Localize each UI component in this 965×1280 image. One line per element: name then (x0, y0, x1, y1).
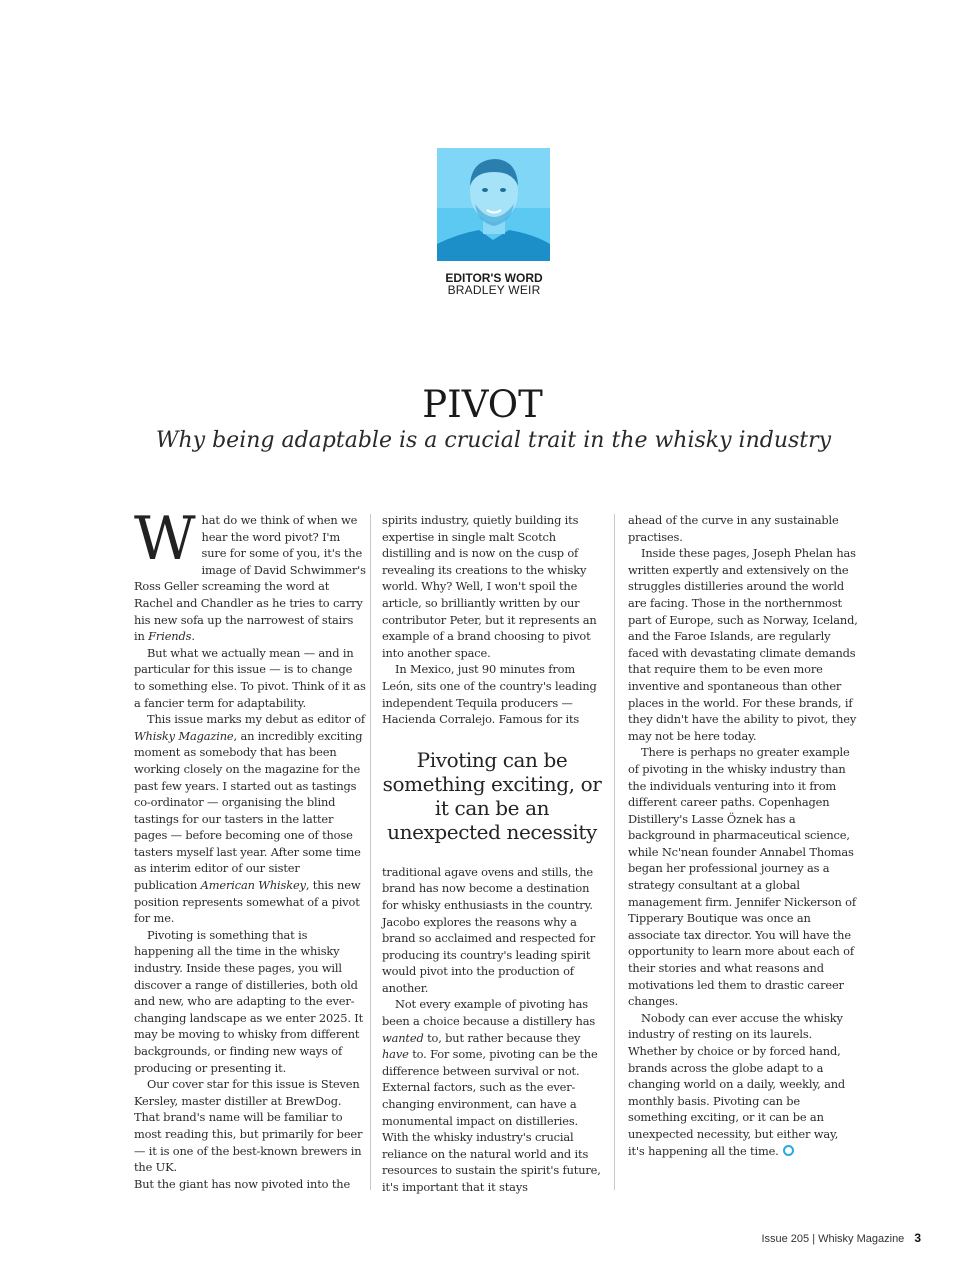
paragraph: But what we actually mean — and in particular for this issue — is to change to something else. To pivot. Think of it as a fancier term for adaptability. (134, 645, 366, 710)
editor-portrait (437, 148, 550, 261)
editor-byline (394, 272, 594, 296)
paragraph: traditional agave ovens and stills, the brand has now become a destination for whisky enthusiasts in the country. Jacobo explores the reasons why a brand so acclaimed and respected for producing its country's leading spirit would pivot into the production of another. (382, 864, 596, 995)
paragraph: Our cover star for this issue is Steven Kersley, master distiller at BrewDog. That brand's name will be familiar to most reading this, but primarily for beer — it is one of the best-known brewers in the UK. (134, 1077, 363, 1175)
column-divider (370, 514, 371, 1190)
footer-issue: Issue 205 | Whisky Magazine (761, 1233, 905, 1245)
paragraph: In Mexico, just 90 minutes from León, sits one of the country's leading independent Tequila producers — Hacienda Corralejo. Famous for its (382, 662, 597, 727)
paragraph: ahead of the curve in any sustainable practises. (628, 513, 839, 544)
page-footer (761, 1231, 921, 1245)
column-divider (614, 514, 615, 1190)
article-column-3 (628, 512, 858, 1159)
paragraph: But the giant has now pivoted into the (134, 1176, 351, 1191)
paragraph: Nobody can ever accuse the whisky industry of resting on its laurels. Whether by choice or by forced hand, brands across the globe adapt to a changing world on a daily, weekly, and monthly basis. Pivoting can be something exciting, or it can be an unexpected necessity, but either way, it's happening all the time. (628, 1010, 846, 1158)
end-mark-icon (783, 1145, 794, 1156)
paragraph: Not every example of pivoting has been a choice because a distillery has wanted to, but rather because they have to. For some, pivoting can be the difference between survival or not. External factors, such as the ever-changing environment, can have a monumental impact on distilleries. With the whisky industry's crucial reliance on the natural world and its resources to sustain the spirit's future, it's important that it stays (382, 997, 601, 1194)
paragraph: spirits industry, quietly building its expertise in single malt Scotch distilling and is now on the cusp of revealing its creations to the whisky world. Why? Well, I won't spoil the article, so brilliantly written by our contributor Peter, but it represents an example of a brand choosing to pivot into another space. (382, 513, 597, 660)
article-headline: PIVOT (422, 383, 543, 426)
pull-quote: Pivoting can be something exciting, or it can be an unexpected necessity (382, 747, 602, 844)
byline-name: BRADLEY WEIR (447, 283, 541, 297)
drop-cap: W (134, 504, 196, 574)
article-column-1 (134, 504, 366, 1192)
paragraph: Pivoting is something that is happening all the time in the whisky industry. Inside these pages, you will discover a range of distilleries, both old and new, who are adapting to the ever-changing landscape as we enter 2025. It may be moving to whisky from different backgrounds, or finding new ways of producing or presenting it. (134, 927, 364, 1075)
paragraph: What do we think of when we hear the word pivot? I'm sure for some of you, it's the image of David Schwimmer's Ross Geller screaming the word at Rachel and Chandler as he tries to carry his new sofa up the narrowest of stairs in Friends. (134, 504, 366, 644)
paragraph: There is perhaps no greater example of pivoting in the whisky industry than the individuals venturing into it from different career paths. Copenhagen Distillery's Lasse Öznek has a background in pharmaceutical science, while Nc'nean founder Annabel Thomas began her professional journey as a strategy consultant at a global management firm. Jennifer Nickerson of Tipperary Boutique was once an associate tax director. You will have the opportunity to learn more about each of their stories and what reasons and motivations led them to drastic career changes. (628, 745, 856, 1009)
paragraph: This issue marks my debut as editor of Whisky Magazine, an incredibly exciting moment as somebody that has been working closely on the magazine for the past few years. I started out as tastings co-ordinator — organising the blind tastings for our tasters in the latter pages — before becoming one of those tasters myself last year. After some time as interim editor of our sister publication American Whiskey, this new position represents somewhat of a pivot for me. (134, 712, 366, 926)
byline-role: EDITOR'S WORD (445, 271, 543, 285)
paragraph: Inside these pages, Joseph Phelan has written expertly and extensively on the struggles distilleries around the world are facing. Those in the northernmost part of Europe, such as Norway, Iceland, and the Faroe Islands, are regularly faced with devastating climate demands that require them to be even more inventive and spontaneous than other places in the world. For these brands, if they didn't have the ability to pivot, they may not be here today. (628, 546, 858, 743)
article-column-2 (382, 512, 602, 1196)
article-standfirst: Why being adaptable is a crucial trait in the whisky industry (155, 428, 832, 453)
page-number: 3 (914, 1231, 921, 1245)
